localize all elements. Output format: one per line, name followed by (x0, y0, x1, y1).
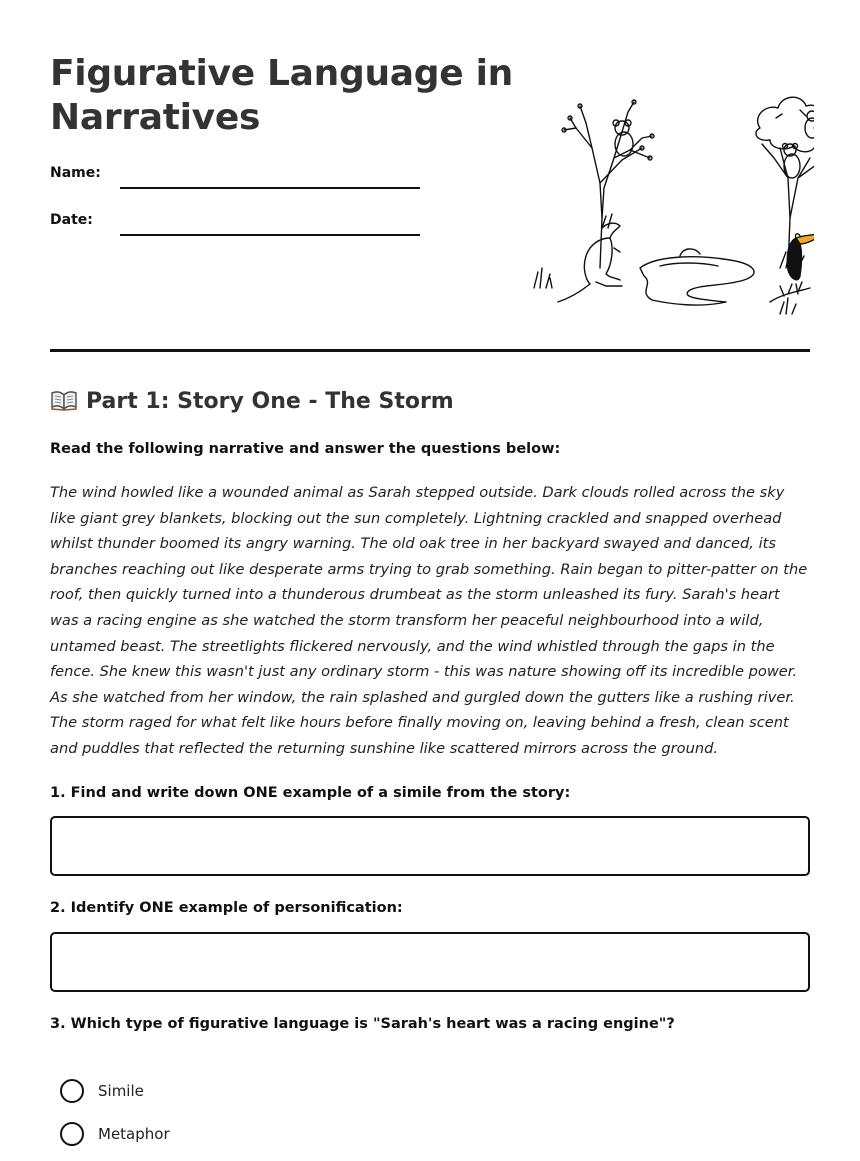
section-heading (50, 389, 454, 414)
kangaroo (558, 214, 622, 302)
answer-box-2[interactable] (50, 932, 810, 992)
question-3: 3. Which type of figurative language is "Sarah's heart was a racing engine"? (50, 1016, 675, 1032)
name-line[interactable] (120, 187, 420, 189)
pond (640, 257, 754, 305)
option-label-metaphor: Metaphor (98, 1125, 170, 1143)
radio-metaphor[interactable] (60, 1122, 84, 1146)
date-line[interactable] (120, 234, 420, 236)
instruction-text: Read the following narrative and answer the questions below: (50, 441, 561, 457)
option-metaphor[interactable] (60, 1122, 360, 1148)
name-field[interactable] (50, 163, 420, 193)
worksheet-header (50, 0, 810, 352)
question-1: 1. Find and write down ONE example of a simile from the story: (50, 785, 571, 801)
open-book-icon (50, 389, 78, 411)
koala-right-middle (783, 144, 801, 179)
header-divider (50, 349, 810, 352)
option-label-simile: Simile (98, 1082, 144, 1100)
radio-simile[interactable] (60, 1079, 84, 1103)
answer-box-1[interactable] (50, 816, 810, 876)
date-field[interactable] (50, 210, 420, 240)
left-tree (562, 100, 654, 268)
story-passage: The wind howled like a wounded animal as Sarah stepped outside. Dark clouds rolled across the sky like giant grey blankets, blocking out the sun completely. Lightning crackled and snapped overhead whilst thunder boomed its angry warning. The old oak tree in her backyard swayed and danced, its branches reaching out like desperate arms trying to grab something. Rain began to pitter-patter on the roof, then quickly turned into a thunderous drumbeat as the storm unleashed its fury. Sarah's heart was a racing engine as she watched the storm transform her peaceful neighbourhood into a wild, untamed beast. The streetlights flickered nervously, and the wind whistled through the gaps in the fence. She knew this wasn't just any ordinary storm - this was nature showing off its incredible power. As she watched from her window, the rain splashed and gurgled down the gutters like a rushing river. The storm raged for what felt like hours before finally moving on, leaving behind a fresh, clean scent and puddles that reflected the returning sunshine like scattered mirrors across the ground. (50, 484, 808, 757)
question-2: 2. Identify ONE example of personification: (50, 900, 403, 916)
koala-right-top (805, 111, 814, 138)
section-heading-text: Part 1: Story One - The Storm (86, 389, 454, 414)
option-simile[interactable] (60, 1079, 360, 1105)
date-label: Date: (50, 212, 93, 228)
page-title: Figurative Language in Narratives (50, 53, 513, 138)
worksheet-page (50, 0, 810, 1143)
australian-animals-illustration (530, 88, 814, 320)
name-label: Name: (50, 165, 101, 181)
